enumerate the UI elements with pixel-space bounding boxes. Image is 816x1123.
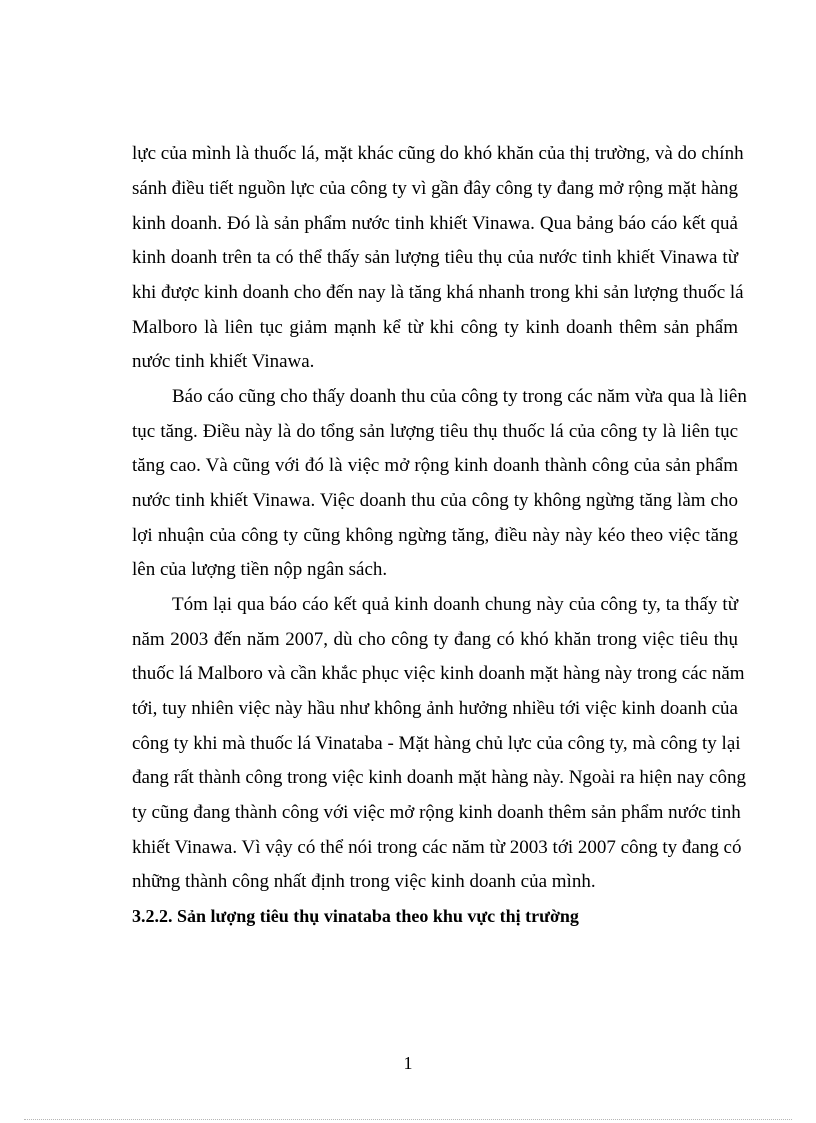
text-line: Malboro là liên tục giảm mạnh kể từ khi công ty kinh doanh thêm sản phẩm [132, 317, 738, 338]
text-line: lợi nhuận của công ty cũng không ngừng tăng, điều này này kéo theo việc tăng [132, 525, 738, 546]
page-number: 1 [403, 1053, 413, 1073]
text-line: nước tinh khiết Vinawa. [132, 351, 315, 372]
text-line: những thành công nhất định trong việc kinh doanh của mình. [132, 871, 596, 892]
paragraph-first-line: Báo cáo cũng cho thấy doanh thu của công ty trong các năm vừa qua là liên [172, 386, 747, 407]
text-line: công ty khi mà thuốc lá Vinataba - Mặt hàng chủ lực của công ty, mà công ty lại [132, 733, 741, 754]
text-line: tục tăng. Điều này là do tổng sản lượng tiêu thụ thuốc lá của công ty là liên tục [132, 421, 738, 442]
text-line: khi được kinh doanh cho đến nay là tăng khá nhanh trong khi sản lượng thuốc lá [132, 282, 744, 303]
text-line: nước tinh khiết Vinawa. Việc doanh thu của công ty không ngừng tăng làm cho [132, 490, 738, 511]
paragraph-first-line: Tóm lại qua báo cáo kết quả kinh doanh chung này của công ty, ta thấy từ [172, 594, 738, 615]
section-heading: 3.2.2. Sản lượng tiêu thụ vinataba theo khu vực thị trường [132, 906, 579, 926]
text-line: năm 2003 đến năm 2007, dù cho công ty đang có khó khăn trong việc tiêu thụ [132, 629, 738, 650]
text-line: thuốc lá Malboro và cần khắc phục việc kinh doanh mặt hàng này trong các năm [132, 663, 745, 684]
text-line: lực của mình là thuốc lá, mặt khác cũng do khó khăn của thị trường, và do chính [132, 143, 744, 164]
page-bottom-divider [24, 1119, 792, 1120]
text-line: lên của lượng tiền nộp ngân sách. [132, 559, 388, 580]
text-line: tới, tuy nhiên việc này hầu như không ảnh hưởng nhiều tới việc kinh doanh của [132, 698, 738, 719]
text-line: khiết Vinawa. Vì vậy có thể nói trong các năm từ 2003 tới 2007 công ty đang có [132, 837, 742, 858]
text-line: kinh doanh trên ta có thể thấy sản lượng tiêu thụ của nước tinh khiết Vinawa từ [132, 247, 738, 268]
text-line: tăng cao. Và cũng với đó là việc mở rộng kinh doanh thành công của sản phẩm [132, 455, 738, 476]
text-line: sánh điều tiết nguồn lực của công ty vì gần đây công ty đang mở rộng mặt hàng [132, 178, 738, 199]
text-line: ty cũng đang thành công với việc mở rộng kinh doanh thêm sản phẩm nước tinh [132, 802, 741, 823]
text-line: kinh doanh. Đó là sản phẩm nước tinh khiết Vinawa. Qua bảng báo cáo kết quả [132, 213, 738, 234]
text-line: đang rất thành công trong việc kinh doanh mặt hàng này. Ngoài ra hiện nay công [132, 767, 746, 788]
